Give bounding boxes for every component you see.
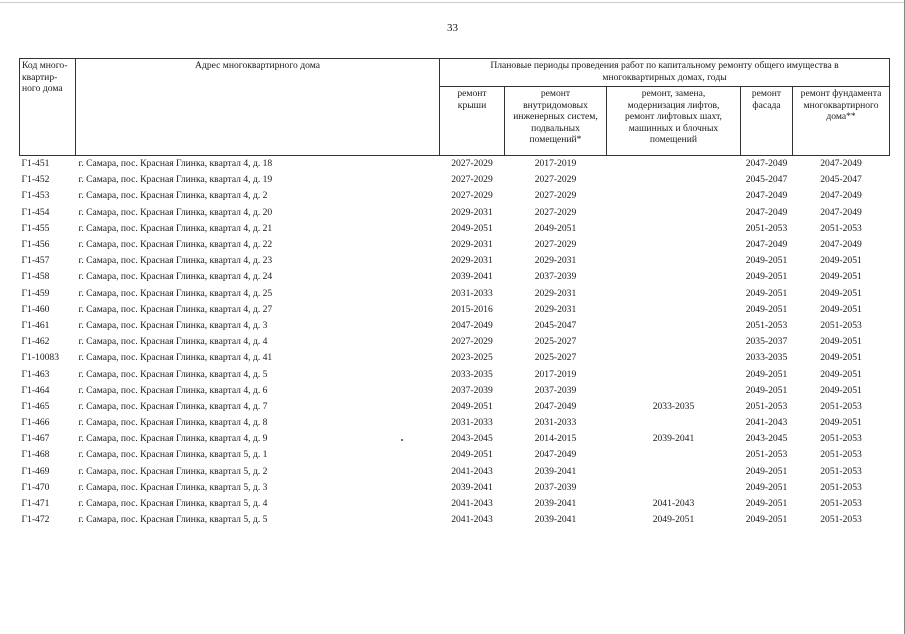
cell-address: г. Самара, пос. Красная Глинка, квартал 4, д. 20 — [78, 206, 273, 218]
cell-lifts — [607, 464, 741, 480]
cell-foundation: 2047-2049 — [820, 206, 862, 218]
cell-code: Г1-462 — [21, 336, 50, 348]
cell-code: Г1-469 — [21, 465, 50, 477]
cell-roof: 2037-2039 — [451, 384, 493, 396]
cell-code: Г1-456 — [21, 239, 50, 251]
cell-code: Г1-458 — [21, 271, 50, 283]
cell-address: г. Самара, пос. Красная Глинка, квартал 4, д. 25 — [78, 287, 273, 299]
cell-foundation: 2051-2053 — [820, 319, 862, 331]
cell-roof: 2027-2029 — [451, 158, 493, 170]
cell-foundation: 2049-2051 — [820, 384, 862, 396]
scan-top-edge — [0, 2, 905, 3]
cell-lifts — [607, 221, 741, 237]
cell-address: г. Самара, пос. Красная Глинка, квартал 4, д. 7 — [78, 400, 268, 412]
cell-systems: 2039-2041 — [534, 514, 577, 526]
cell-address: г. Самара, пос. Красная Глинка, квартал 5, д. 3 — [78, 481, 268, 493]
cell-roof: 2041-2043 — [451, 498, 493, 510]
cell-code: Г1-471 — [21, 498, 50, 510]
cell-lifts — [607, 383, 741, 399]
cell-systems: 2017-2019 — [534, 158, 577, 170]
table-row — [20, 156, 890, 173]
cell-systems: 2037-2039 — [534, 481, 577, 493]
cell-lifts — [607, 253, 741, 269]
cell-roof: 2031-2033 — [451, 287, 493, 299]
cell-systems: 2017-2019 — [534, 368, 577, 380]
cell-foundation: 2049-2051 — [820, 255, 862, 267]
cell-code: Г1-470 — [21, 481, 50, 493]
cell-address: г. Самара, пос. Красная Глинка, квартал 4, д. 5 — [78, 368, 268, 380]
cell-systems: 2049-2051 — [534, 222, 577, 234]
cell-facade: 2051-2053 — [745, 400, 788, 412]
cell-code: Г1-455 — [21, 222, 50, 234]
cell-facade: 2035-2037 — [745, 336, 788, 348]
cell-roof: 2041-2043 — [451, 514, 493, 526]
table-row — [20, 431, 890, 447]
cell-systems: 2025-2027 — [534, 352, 577, 364]
cell-foundation: 2051-2053 — [820, 400, 862, 412]
cell-lifts — [607, 156, 741, 173]
cell-roof: 2027-2029 — [451, 190, 493, 202]
cell-systems: 2029-2031 — [534, 303, 577, 315]
cell-facade: 2047-2049 — [745, 158, 788, 170]
cell-roof: 2049-2051 — [451, 400, 493, 412]
cell-foundation: 2049-2051 — [820, 352, 862, 364]
cell-facade: 2049-2051 — [745, 481, 788, 493]
cell-facade: 2049-2051 — [745, 287, 788, 299]
cell-foundation: 2051-2053 — [820, 433, 862, 445]
cell-address: г. Самара, пос. Красная Глинка, квартал 5, д. 1 — [78, 449, 268, 461]
cell-roof: 2043-2045 — [451, 433, 493, 445]
cell-systems: 2045-2047 — [534, 319, 577, 331]
cell-facade: 2049-2051 — [745, 384, 788, 396]
cell-facade: 2049-2051 — [745, 368, 788, 380]
cell-code: Г1-451 — [21, 158, 50, 170]
cell-systems: 2029-2031 — [534, 255, 577, 267]
cell-facade: 2047-2049 — [745, 190, 788, 202]
cell-systems: 2027-2029 — [534, 190, 577, 202]
table-row — [20, 350, 890, 366]
cell-code: Г1-453 — [21, 190, 50, 202]
cell-roof: 2039-2041 — [451, 271, 493, 283]
header-plan: Плановые периоды проведения работ по капитальному ремонту общего имущества в многоквартирных домах, годы — [440, 59, 890, 87]
cell-foundation: 2047-2049 — [820, 190, 862, 202]
cell-code: Г1-457 — [21, 255, 50, 267]
table-row — [20, 383, 890, 399]
cell-address: г. Самара, пос. Красная Глинка, квартал 4, д. 23 — [78, 255, 273, 267]
cell-systems: 2014-2015 — [534, 433, 577, 445]
table-row — [20, 415, 890, 431]
cell-address: г. Самара, пос. Красная Глинка, квартал 5, д. 4 — [78, 498, 268, 510]
cell-facade: 2049-2051 — [745, 465, 788, 477]
cell-code: Г1-454 — [21, 206, 50, 218]
table-row — [20, 512, 890, 528]
table-row — [20, 269, 890, 285]
cell-facade: 2051-2053 — [745, 449, 788, 461]
cell-facade: 2049-2051 — [745, 271, 788, 283]
cell-address: г. Самара, пос. Красная Глинка, квартал 4, д. 19 — [78, 174, 273, 186]
table-row — [20, 399, 890, 415]
header-address: Адрес многоквартирного дома — [76, 59, 440, 156]
cell-code: Г1-468 — [21, 449, 50, 461]
cell-address: г. Самара, пос. Красная Глинка, квартал 4, д. 9 — [78, 433, 268, 445]
cell-foundation: 2051-2053 — [820, 514, 862, 526]
table-row — [20, 480, 890, 496]
cell-systems: 2037-2039 — [534, 384, 577, 396]
cell-foundation: 2051-2053 — [820, 481, 862, 493]
cell-code: Г1-459 — [21, 287, 50, 299]
cell-lifts — [607, 415, 741, 431]
cell-lifts: 2049-2051 — [652, 514, 695, 526]
cell-foundation: 2051-2053 — [820, 465, 862, 477]
cell-lifts — [607, 205, 741, 221]
cell-lifts — [607, 286, 741, 302]
scan-speck — [401, 439, 403, 441]
header-facade: ремонт фасада — [741, 87, 793, 156]
cell-code: Г1-464 — [21, 384, 50, 396]
cell-code: Г1-461 — [21, 319, 50, 331]
cell-lifts — [607, 447, 741, 463]
cell-facade: 2049-2051 — [745, 255, 788, 267]
cell-roof: 2033-2035 — [451, 368, 493, 380]
table-row — [20, 496, 890, 512]
cell-foundation: 2045-2047 — [820, 174, 862, 186]
table-row — [20, 172, 890, 188]
cell-systems: 2027-2029 — [534, 174, 577, 186]
cell-lifts — [607, 366, 741, 382]
table-row — [20, 302, 890, 318]
cell-lifts — [607, 480, 741, 496]
cell-roof: 2041-2043 — [451, 465, 493, 477]
cell-systems: 2037-2039 — [534, 271, 577, 283]
cell-systems: 2027-2029 — [534, 239, 577, 251]
cell-code: Г1-452 — [21, 174, 50, 186]
cell-code: Г1-463 — [21, 368, 50, 380]
cell-lifts — [607, 302, 741, 318]
cell-foundation: 2049-2051 — [820, 368, 862, 380]
cell-roof: 2027-2029 — [451, 336, 493, 348]
table-row — [20, 188, 890, 204]
cell-systems: 2047-2049 — [534, 400, 577, 412]
cell-facade: 2051-2053 — [745, 319, 788, 331]
table-body — [20, 156, 890, 529]
cell-roof: 2015-2016 — [451, 303, 493, 315]
cell-lifts: 2041-2043 — [652, 498, 695, 510]
cell-address: г. Самара, пос. Красная Глинка, квартал 5, д. 2 — [78, 465, 268, 477]
cell-lifts — [607, 172, 741, 188]
cell-roof: 2023-2025 — [451, 352, 493, 364]
cell-code: Г1-460 — [21, 303, 50, 315]
cell-foundation: 2047-2049 — [820, 239, 862, 251]
table-row — [20, 253, 890, 269]
cell-systems: 2025-2027 — [534, 336, 577, 348]
cell-roof: 2031-2033 — [451, 417, 493, 429]
cell-systems: 2039-2041 — [534, 465, 577, 477]
cell-foundation: 2047-2049 — [820, 158, 862, 170]
table-row — [20, 366, 890, 382]
cell-lifts — [607, 334, 741, 350]
cell-systems: 2047-2049 — [534, 449, 577, 461]
cell-facade: 2033-2035 — [745, 352, 788, 364]
cell-address: г. Самара, пос. Красная Глинка, квартал 4, д. 24 — [78, 271, 273, 283]
cell-systems: 2029-2031 — [534, 287, 577, 299]
cell-address: г. Самара, пос. Красная Глинка, квартал 4, д. 4 — [78, 336, 268, 348]
cell-roof: 2049-2051 — [451, 222, 493, 234]
cell-facade: 2041-2043 — [745, 417, 788, 429]
cell-facade: 2049-2051 — [745, 498, 788, 510]
header-foundation: ремонт фундамента многоквартирного дома** — [793, 87, 890, 156]
header-code: Код много- квартир- ного дома — [20, 59, 76, 156]
table-row — [20, 221, 890, 237]
cell-address: г. Самара, пос. Красная Глинка, квартал 4, д. 27 — [78, 303, 273, 315]
cell-address: г. Самара, пос. Красная Глинка, квартал 4, д. 2 — [78, 190, 268, 202]
cell-lifts — [607, 237, 741, 253]
cell-facade: 2049-2051 — [745, 514, 788, 526]
cell-lifts — [607, 188, 741, 204]
repair-schedule-table — [19, 58, 890, 528]
cell-lifts: 2039-2041 — [652, 433, 695, 445]
cell-facade: 2043-2045 — [745, 433, 788, 445]
cell-systems: 2039-2041 — [534, 498, 577, 510]
cell-lifts: 2033-2035 — [652, 400, 695, 412]
cell-address: г. Самара, пос. Красная Глинка, квартал 4, д. 22 — [78, 239, 273, 251]
cell-address: г. Самара, пос. Красная Глинка, квартал 4, д. 3 — [78, 319, 268, 331]
cell-systems: 2027-2029 — [534, 206, 577, 218]
cell-address: г. Самара, пос. Красная Глинка, квартал 4, д. 41 — [78, 352, 273, 364]
table-row — [20, 318, 890, 334]
cell-lifts — [607, 350, 741, 366]
cell-lifts — [607, 269, 741, 285]
page-number: 33 — [447, 22, 458, 34]
cell-facade: 2051-2053 — [745, 222, 788, 234]
cell-facade: 2047-2049 — [745, 239, 788, 251]
cell-roof: 2049-2051 — [451, 449, 493, 461]
cell-code: Г1-466 — [21, 417, 50, 429]
cell-foundation: 2051-2053 — [820, 498, 862, 510]
cell-lifts — [607, 318, 741, 334]
cell-facade: 2047-2049 — [745, 206, 788, 218]
table-row — [20, 447, 890, 463]
header-roof: ремонт крыши — [440, 87, 505, 156]
cell-address: г. Самара, пос. Красная Глинка, квартал 4, д. 18 — [78, 158, 273, 170]
cell-code: Г1-465 — [21, 400, 50, 412]
cell-roof: 2029-2031 — [451, 239, 493, 251]
header-lifts: ремонт, замена, модернизация лифтов, ремонт лифтовых шахт, машинных и блочных помещений — [607, 87, 741, 156]
cell-code: Г1-472 — [21, 514, 50, 526]
table-row — [20, 334, 890, 350]
cell-facade: 2049-2051 — [745, 303, 788, 315]
cell-foundation: 2049-2051 — [820, 303, 862, 315]
cell-code: Г1-467 — [21, 433, 50, 445]
cell-address: г. Самара, пос. Красная Глинка, квартал 4, д. 8 — [78, 417, 268, 429]
cell-facade: 2045-2047 — [745, 174, 788, 186]
table-row — [20, 205, 890, 221]
cell-foundation: 2049-2051 — [820, 417, 862, 429]
cell-systems: 2031-2033 — [534, 417, 577, 429]
cell-address: г. Самара, пос. Красная Глинка, квартал 4, д. 6 — [78, 384, 268, 396]
cell-roof: 2039-2041 — [451, 481, 493, 493]
table-row — [20, 464, 890, 480]
cell-foundation: 2051-2053 — [820, 222, 862, 234]
cell-foundation: 2049-2051 — [820, 287, 862, 299]
cell-address: г. Самара, пос. Красная Глинка, квартал 4, д. 21 — [78, 222, 273, 234]
table-row — [20, 237, 890, 253]
cell-code: Г1-10083 — [21, 352, 60, 364]
header-systems: ремонт внутридомовых инженерных систем, подвальных помещений* — [505, 87, 607, 156]
cell-foundation: 2049-2051 — [820, 336, 862, 348]
cell-roof: 2029-2031 — [451, 206, 493, 218]
cell-roof: 2047-2049 — [451, 319, 493, 331]
cell-roof: 2027-2029 — [451, 174, 493, 186]
cell-address: г. Самара, пос. Красная Глинка, квартал 5, д. 5 — [78, 514, 268, 526]
table-row — [20, 286, 890, 302]
cell-roof: 2029-2031 — [451, 255, 493, 267]
cell-foundation: 2051-2053 — [820, 449, 862, 461]
cell-foundation: 2049-2051 — [820, 271, 862, 283]
